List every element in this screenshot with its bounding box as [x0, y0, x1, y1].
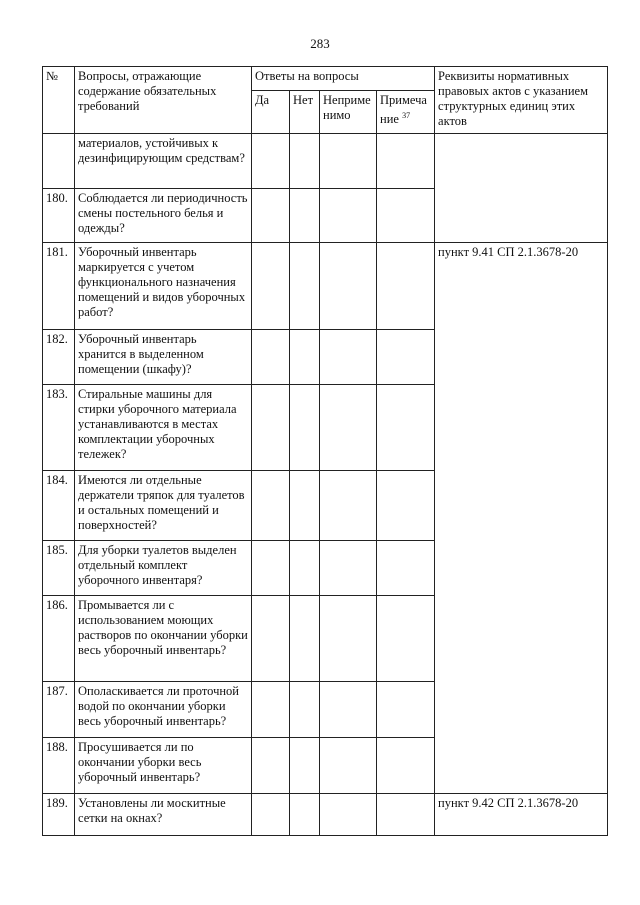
header-answers: Ответы на вопросы [252, 67, 435, 91]
answer-no-cell[interactable] [290, 682, 320, 738]
answer-no-cell[interactable] [290, 243, 320, 330]
header-requisites: Реквизиты нормативных правовых актов с указанием структурных единиц этих актов [435, 67, 608, 134]
answer-note-cell[interactable] [377, 738, 435, 794]
answer-na-cell[interactable] [320, 385, 377, 471]
answer-yes-cell[interactable] [252, 471, 290, 541]
answer-na-cell[interactable] [320, 794, 377, 836]
answer-note-cell[interactable] [377, 541, 435, 596]
answer-note-cell[interactable] [377, 189, 435, 243]
answer-no-cell[interactable] [290, 541, 320, 596]
question-text: Для уборки туалетов выделен отдельный комплект уборочного инвентаря? [75, 541, 252, 596]
row-num: 182. [43, 330, 75, 385]
requisite-cell: пункт 9.42 СП 2.1.3678-20 [435, 794, 608, 836]
row-num: 184. [43, 471, 75, 541]
answer-na-cell[interactable] [320, 738, 377, 794]
answer-yes-cell[interactable] [252, 682, 290, 738]
question-text: Соблюдается ли периодичность смены постельного белья и одежды? [75, 189, 252, 243]
requisite-cell [435, 134, 608, 243]
answer-na-cell[interactable] [320, 471, 377, 541]
row-num: 183. [43, 385, 75, 471]
answer-na-cell[interactable] [320, 243, 377, 330]
question-text: Имеются ли отдельные держатели тряпок для туалетов и остальных помещений и поверхностей? [75, 471, 252, 541]
table-row [43, 794, 608, 836]
answer-note-cell[interactable] [377, 471, 435, 541]
answer-note-cell[interactable] [377, 134, 435, 189]
answer-no-cell[interactable] [290, 330, 320, 385]
row-num: 181. [43, 243, 75, 330]
row-num: 189. [43, 794, 75, 836]
row-num: 187. [43, 682, 75, 738]
checklist-table [42, 66, 608, 836]
answer-yes-cell[interactable] [252, 330, 290, 385]
header-num: № [43, 67, 75, 134]
question-text: Просушивается ли по окончании уборки весь уборочный инвентарь? [75, 738, 252, 794]
answer-note-cell[interactable] [377, 794, 435, 836]
answer-yes-cell[interactable] [252, 385, 290, 471]
answer-yes-cell[interactable] [252, 189, 290, 243]
table-row [43, 243, 608, 330]
question-text: Уборочный инвентарь маркируется с учетом функционального назначения помещений и видов уборочных работ? [75, 243, 252, 330]
header-note: Примеча ние $^{37}$ [377, 91, 435, 134]
header-not-applicable: Неприме нимо [320, 91, 377, 134]
answer-yes-cell[interactable] [252, 738, 290, 794]
question-text: Промывается ли с использованием моющих растворов по окончании уборки весь уборочный инвентарь? [75, 596, 252, 682]
continuation-row [43, 134, 608, 189]
header-yes: Да [252, 91, 290, 134]
answer-yes-cell[interactable] [252, 243, 290, 330]
answer-na-cell[interactable] [320, 596, 377, 682]
question-text: материалов, устойчивых к дезинфицирующим средствам? [75, 134, 252, 189]
page-number: 283 [310, 36, 330, 51]
row-num: 188. [43, 738, 75, 794]
answer-yes-cell[interactable] [252, 596, 290, 682]
answer-note-cell[interactable] [377, 330, 435, 385]
answer-note-cell[interactable] [377, 596, 435, 682]
question-text: Ополаскивается ли проточной водой по окончании уборки весь уборочный инвентарь? [75, 682, 252, 738]
answer-no-cell[interactable] [290, 596, 320, 682]
row-num: 180. [43, 189, 75, 243]
row-num [43, 134, 75, 189]
answer-na-cell[interactable] [320, 330, 377, 385]
answer-yes-cell[interactable] [252, 134, 290, 189]
row-num: 185. [43, 541, 75, 596]
answer-no-cell[interactable] [290, 134, 320, 189]
answer-note-cell[interactable] [377, 243, 435, 330]
answer-na-cell[interactable] [320, 189, 377, 243]
answer-no-cell[interactable] [290, 471, 320, 541]
requisite-cell: пункт 9.41 СП 2.1.3678-20 [435, 243, 608, 794]
answer-na-cell[interactable] [320, 134, 377, 189]
answer-no-cell[interactable] [290, 794, 320, 836]
answer-yes-cell[interactable] [252, 794, 290, 836]
answer-na-cell[interactable] [320, 541, 377, 596]
answer-yes-cell[interactable] [252, 541, 290, 596]
row-num: 186. [43, 596, 75, 682]
header-questions: Вопросы, отражающие содержание обязательных требований [75, 67, 252, 134]
question-text: Стиральные машины для стирки уборочного материала устанавливаются в местах комплектации уборочных тележек? [75, 385, 252, 471]
answer-no-cell[interactable] [290, 189, 320, 243]
answer-no-cell[interactable] [290, 385, 320, 471]
header-no: Нет [290, 91, 320, 134]
answer-note-cell[interactable] [377, 385, 435, 471]
answer-note-cell[interactable] [377, 682, 435, 738]
answer-no-cell[interactable] [290, 738, 320, 794]
question-text: Уборочный инвентарь хранится в выделенном помещении (шкафу)? [75, 330, 252, 385]
footnote-ref: 37 [402, 111, 411, 120]
answer-na-cell[interactable] [320, 682, 377, 738]
question-text: Установлены ли москитные сетки на окнах? [75, 794, 252, 836]
